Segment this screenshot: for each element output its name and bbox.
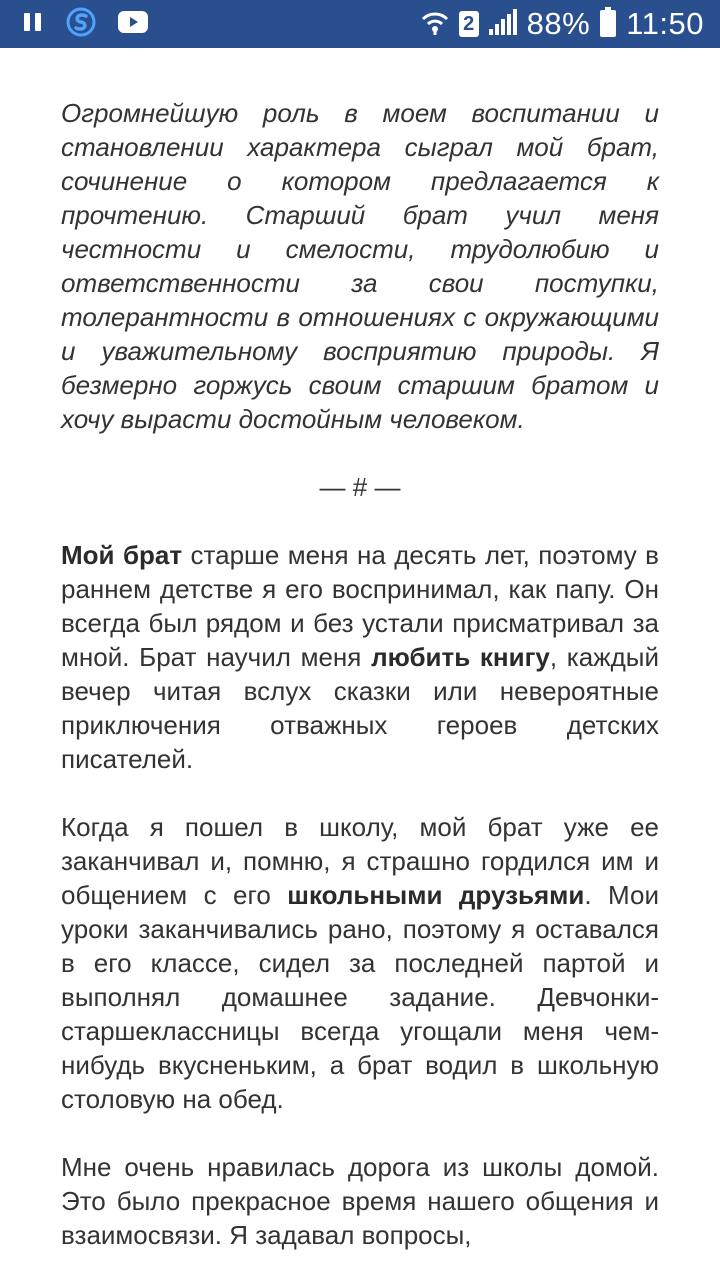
bold-phrase: Мой брат: [61, 540, 183, 570]
bold-phrase: любить книгу: [371, 642, 550, 672]
sim-slot-badge: 2: [459, 11, 479, 37]
wifi-calling-icon: [421, 8, 449, 41]
swipe-app-icon: [66, 7, 96, 42]
battery-icon: [600, 7, 616, 42]
paragraph-text: старше меня на десять лет, поэтому в раннем детстве я его воспринимал, как папу. Он всегда был рядом и без устали присматривал за мной. Брат научил меня: [61, 540, 659, 672]
battery-percent: 88%: [526, 6, 591, 41]
paragraph-text: . Мои уроки заканчивались рано, поэтому я оставался в его классе, сидел за последней партой и выполнял домашнее задание. Девчонки-старшеклассницы всегда угощали меня чем-нибудь вкусненьким, а брат водил в школьную столовую на обед.: [61, 880, 659, 1114]
intro-paragraph: Огромнейшую роль в моем воспитании и становлении характера сыграл мой брат, сочинение о котором предлагается к прочтению. Старший брат учил меня честности и смелости, трудолюбию и ответственности за свои поступки, толерантности в отношениях с окружающими и уважительному восприятию природы. Я безмерно горжусь своим старшим братом и хочу вырасти достойным человеком.: [61, 98, 659, 434]
youtube-icon: [118, 11, 148, 38]
paragraph-1: [61, 538, 659, 776]
paragraph-text: , каждый вечер читая вслух сказки или невероятные приключения отважных героев детских писателей.: [61, 642, 659, 774]
section-separator: — # —: [319, 472, 401, 502]
status-bar: [0, 0, 720, 48]
pause-icon: [22, 11, 44, 38]
paragraph-2: [61, 810, 659, 1116]
cell-signal-icon: [489, 9, 517, 40]
article-content: [61, 96, 659, 1252]
paragraph-3: Мне очень нравилась дорога из школы домой. Это было прекрасное время нашего общения и взаимосвязи. Я задавал вопросы,: [61, 1152, 659, 1250]
clock: 11:50: [626, 6, 704, 41]
bold-phrase: школьными друзьями: [287, 880, 585, 910]
paragraph-text: Когда я пошел в школу, мой брат уже ее заканчивал и, помню, я страшно гордился им и общением с его: [61, 812, 659, 910]
